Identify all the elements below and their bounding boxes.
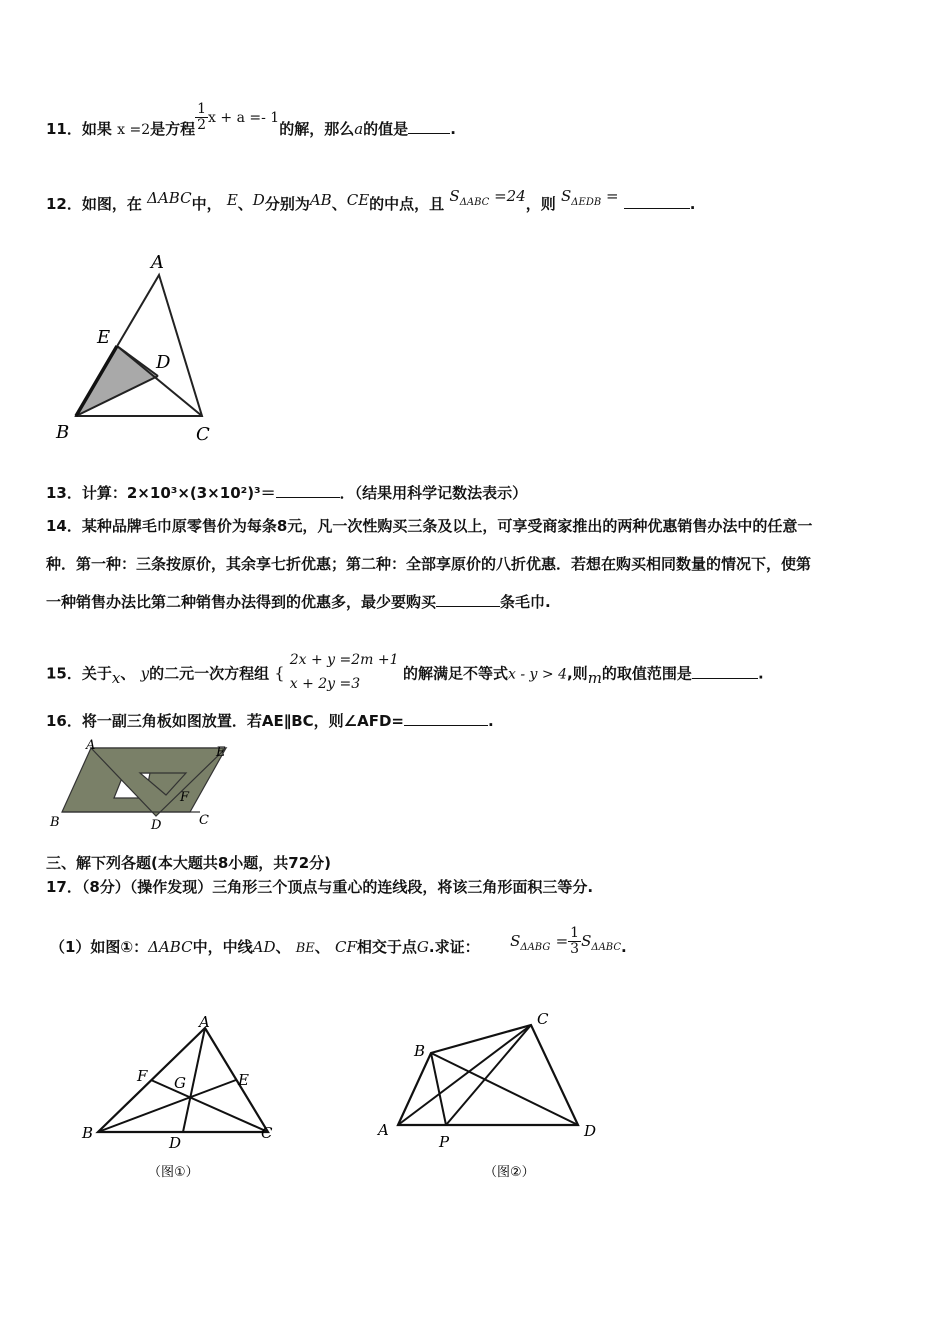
question-14-line1: 14．某种品牌毛巾原零售价为每条8元，凡一次性购买三条及以上，可享受商家推出的两种优惠销售办法中的任意一 xyxy=(46,517,813,535)
figure-1-centroid xyxy=(78,1010,298,1195)
label-e: E xyxy=(216,745,226,760)
label-d: D xyxy=(151,818,162,833)
answer-blank[interactable] xyxy=(404,711,488,726)
label-g: G xyxy=(174,1074,186,1092)
question-14-line2: 种．第一种：三条按原价，其余享七折优惠；第二种：全部享原价的八折优惠．若想在购买相同数量的情况下，使第 xyxy=(46,555,812,573)
question-17: 17．（8分）（操作发现）三角形三个顶点与重心的连线段，将该三角形面积三等分. xyxy=(46,878,594,896)
segment-bd xyxy=(431,1053,578,1125)
question-14-line3: 一种销售办法比第二种销售办法得到的优惠多，最少要购买 条毛巾. xyxy=(46,593,551,611)
question-16: 16．将一副三角板如图放置．若AE∥BC，则∠AFD= . xyxy=(46,712,494,730)
brace: { xyxy=(274,663,285,683)
segment-pb xyxy=(431,1053,446,1125)
label-e: E xyxy=(97,327,111,348)
figure-q16-set-squares xyxy=(48,740,248,835)
figure-q12-triangle xyxy=(52,250,232,450)
answer-blank[interactable] xyxy=(276,483,340,498)
equation-x: x =2 xyxy=(117,122,151,138)
segment-pc xyxy=(446,1025,531,1125)
label-p: P xyxy=(439,1133,450,1151)
figure-2-quadrilateral xyxy=(372,1005,612,1190)
label-c: C xyxy=(199,813,209,828)
segment-ac xyxy=(398,1025,531,1125)
label-b: B xyxy=(82,1124,94,1142)
median-ad xyxy=(183,1028,205,1132)
question-17-part-1: （1）如图①：ΔABC中，中线AD、 BE、 CF相交于点G.求证： $S_{\Delta ABG}$ = $\frac{1}{3}$ $S_{\Delta ABC}$. xyxy=(50,925,627,957)
label-f: F xyxy=(180,790,190,805)
section-3-heading: 三、解下列各题(本大题共8小题，共72分) xyxy=(46,854,332,872)
label-a: A xyxy=(151,252,164,273)
question-11: 11．如果 x =2是方程 $\frac{1}{2}$ x + a =- 1的解，那么a的值是 . xyxy=(46,101,456,138)
fraction-half: $\frac{1}{2}$ xyxy=(197,101,207,133)
label-a: A xyxy=(86,738,96,753)
figure-2-caption: （图②） xyxy=(484,1165,535,1180)
equation-system: 2x + y =2m +1 x + 2y =3 xyxy=(289,652,399,692)
label-a: A xyxy=(378,1121,389,1139)
question-12: 12．如图，在 ΔABC中， E、D分别为AB、CE的中点，且 $S_{\Delta ABC} =24$，则 $S_{\Delta EDB}$ = . xyxy=(46,187,696,213)
label-d: D xyxy=(584,1122,597,1140)
question-13: 13．计算：2×10³×(3×10²)³＝ ．（结果用科学记数法表示） xyxy=(46,484,528,502)
label-d: D xyxy=(156,352,171,373)
label-b: B xyxy=(50,815,60,830)
answer-blank[interactable] xyxy=(436,592,500,607)
label-c: C xyxy=(196,424,210,445)
label-d: D xyxy=(169,1134,182,1152)
label-b: B xyxy=(56,422,70,443)
label-f: F xyxy=(137,1067,148,1085)
answer-blank[interactable] xyxy=(624,194,690,209)
fraction-third: $\frac{1}{3}$ xyxy=(570,925,580,957)
answer-blank[interactable] xyxy=(408,119,450,134)
label-a: A xyxy=(199,1013,210,1031)
answer-blank[interactable] xyxy=(692,664,758,679)
label-c: C xyxy=(537,1010,549,1028)
equation-main: x + a =- 1 xyxy=(208,110,280,126)
figure-1-caption: （图①） xyxy=(148,1165,199,1180)
label-e: E xyxy=(238,1071,249,1089)
label-b: B xyxy=(414,1042,426,1060)
label-c: C xyxy=(261,1124,273,1142)
question-15: 15．关于x、 y的二元一次方程组 { 2x + y =2m +1 x + 2y =3 的解满足不等式x - y > 4,则m的取值范围是 . xyxy=(46,650,764,698)
